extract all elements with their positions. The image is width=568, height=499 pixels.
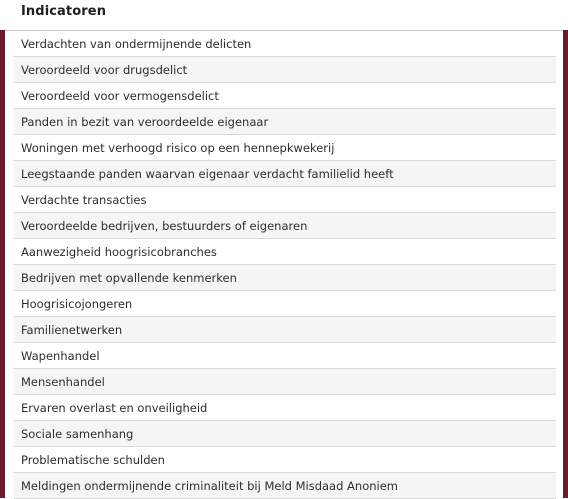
indicator-item[interactable]: Problematische schulden [14, 447, 556, 473]
indicator-item[interactable]: Veroordeelde bedrijven, bestuurders of eigenaren [14, 213, 556, 239]
indicator-item[interactable]: Meldingen ondermijnende criminaliteit bij Meld Misdaad Anoniem [14, 473, 556, 499]
indicator-item[interactable]: Panden in bezit van veroordeelde eigenaar [14, 109, 556, 135]
indicator-list [14, 31, 556, 499]
indicator-item[interactable]: Hoogrisicojongeren [14, 291, 556, 317]
indicator-item[interactable]: Aanwezigheid hoogrisicobranches [14, 239, 556, 265]
indicator-item[interactable]: Veroordeeld voor vermogensdelict [14, 83, 556, 109]
indicator-item[interactable]: Leegstaande panden waarvan eigenaar verdacht familielid heeft [14, 161, 556, 187]
indicator-item[interactable]: Bedrijven met opvallende kenmerken [14, 265, 556, 291]
indicator-item[interactable]: Verdachten van ondermijnende delicten [14, 31, 556, 57]
panel-divider [5, 30, 563, 31]
indicator-item[interactable]: Sociale samenhang [14, 421, 556, 447]
indicator-item[interactable]: Mensenhandel [14, 369, 556, 395]
indicator-item[interactable]: Ervaren overlast en onveiligheid [14, 395, 556, 421]
indicator-item[interactable]: Veroordeeld voor drugsdelict [14, 57, 556, 83]
panel-title: Indicatoren [21, 4, 107, 19]
indicator-item[interactable]: Verdachte transacties [14, 187, 556, 213]
indicator-item[interactable]: Woningen met verhoogd risico op een hennepkwekerij [14, 135, 556, 161]
indicator-panel [0, 30, 568, 498]
indicator-item[interactable]: Wapenhandel [14, 343, 556, 369]
indicator-item[interactable]: Familienetwerken [14, 317, 556, 343]
panel-header [0, 0, 568, 30]
